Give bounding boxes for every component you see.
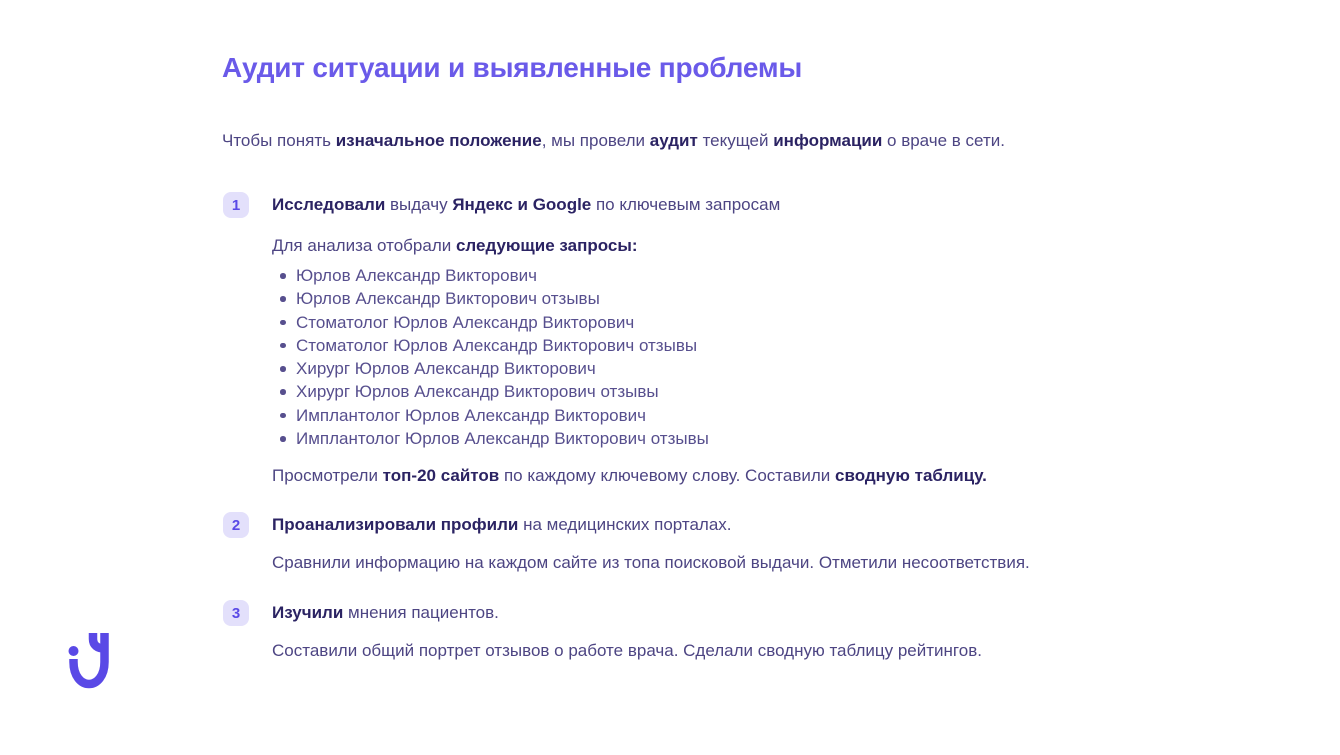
list-item: Стоматолог Юрлов Александр Викторович (272, 311, 709, 334)
list-item: Хирург Юрлов Александр Викторович (272, 357, 709, 380)
search-queries-list (272, 264, 709, 450)
step-2-number-badge: 2 (223, 512, 249, 538)
stethoscope-logo-icon (64, 628, 114, 696)
intro-text: о враче в сети. (882, 131, 1005, 150)
step-3-row (223, 600, 499, 626)
list-item: Юрлов Александр Викторович (272, 264, 709, 287)
intro-text: текущей (697, 131, 774, 150)
step-1-heading-bold: Яндекс и Google (452, 195, 592, 214)
step-3-number-badge: 3 (223, 600, 249, 626)
intro-text: Чтобы понять (222, 131, 336, 150)
list-item: Имплантолог Юрлов Александр Викторович отзывы (272, 427, 709, 450)
step-1-row (223, 192, 780, 218)
step-2-subtext: Сравнили информацию на каждом сайте из топа поисковой выдачи. Отметили несоответствия. (272, 553, 1030, 572)
intro-text: , мы провели (541, 131, 650, 150)
intro-paragraph (222, 130, 1005, 152)
intro-highlight: изначальное положение (335, 131, 542, 150)
step-2-row (223, 512, 732, 538)
step-1-subtext: Для анализа отобрали следующие запросы: (272, 236, 638, 255)
intro-highlight: информации (773, 131, 883, 150)
list-item: Стоматолог Юрлов Александр Викторович отзывы (272, 334, 709, 357)
list-item: Юрлов Александр Викторович отзывы (272, 287, 709, 310)
list-item: Имплантолог Юрлов Александр Викторович (272, 404, 709, 427)
step-1-heading: Исследовали выдачу Яндекс и Google по ключевым запросам (272, 195, 781, 214)
page-title: Аудит ситуации и выявленные проблемы (222, 52, 803, 83)
list-item: Хирург Юрлов Александр Викторович отзывы (272, 380, 709, 403)
step-3-subtext: Составили общий портрет отзывов о работе врача. Сделали сводную таблицу рейтингов. (272, 641, 982, 660)
step-1-number-badge: 1 (223, 192, 249, 218)
step-1-heading-bold: Исследовали (272, 195, 386, 214)
intro-highlight: аудит (649, 131, 698, 150)
step-3-heading: Изучили мнения пациентов. (272, 603, 499, 622)
step-1-summary: Просмотрели топ-20 сайтов по каждому ключевому слову. Составили сводную таблицу. (272, 466, 987, 485)
step-2-heading: Проанализировали профили на медицинских порталах. (272, 515, 732, 534)
step-2-heading-bold: Проанализировали профили (272, 515, 519, 534)
step-3-heading-bold: Изучили (272, 603, 344, 622)
